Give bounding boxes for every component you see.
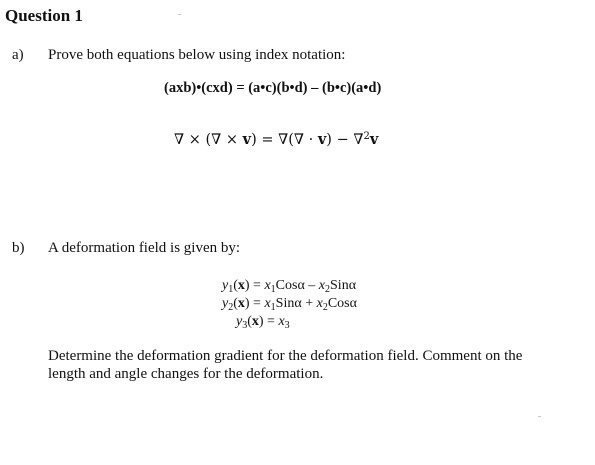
eq2-exponent: 2 <box>363 131 370 142</box>
equation-vector-identity: (axb)•(cxd) = (a•c)(b•d) – (b•c)(a•d) <box>164 80 382 96</box>
deformation-line-1: $y_1(x) = x_1Cos\alpha - x_2Sin\alpha$ <box>222 278 357 295</box>
deformation-line-2: $y_2(x) = x_1Sin\alpha + x_2Cos\alpha$ <box>222 296 357 313</box>
eq2-v3: v <box>369 131 379 148</box>
scan-speck <box>538 416 541 417</box>
part-a-instruction: Prove both equations below using index notation: <box>48 47 346 63</box>
eq2-v2: v <box>317 131 327 148</box>
eq2-mid: ) − ∇ <box>326 132 364 148</box>
part-b-task: Determine the deformation gradient for the deformation field. Comment on the length and angle changes for the deformation. <box>48 348 523 382</box>
part-b-label: b) <box>12 240 25 256</box>
question-title: Question 1 <box>5 6 83 25</box>
eq2-v1: v <box>242 131 252 148</box>
part-a-label: a) <box>12 47 24 63</box>
equation-curl-curl <box>174 131 378 148</box>
eq2-lhs-post: ) = ∇(∇ · <box>251 132 318 148</box>
deformation-line-3: $y_3(x) = x_3$ <box>236 314 290 331</box>
part-b-instruction: A deformation field is given by: <box>48 240 241 256</box>
eq2-lhs-pre: ∇ × (∇ × <box>174 132 243 148</box>
scan-speck <box>178 14 181 15</box>
